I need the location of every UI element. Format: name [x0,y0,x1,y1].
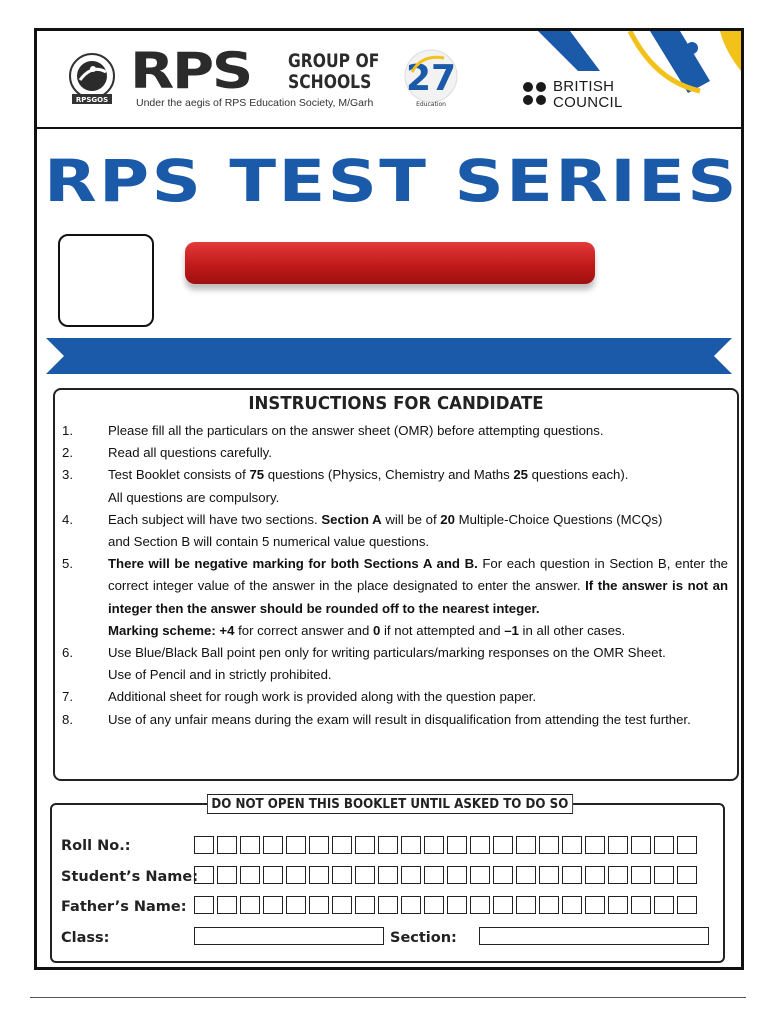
instruction-item: 5. There will be negative marking for both Sections A and B. For each question in Section B, enter the correct integer value of the answer in the place designated to enter the answer. If the answer is not an integer then the answer should be rounded off to the nearest integer. Marking scheme: +4 for correct answer and 0 if not attempted and –1 in all other cases. [62,556,729,638]
char-box[interactable] [378,866,398,884]
do-not-open-notice: DO NOT OPEN THIS BOOKLET UNTIL ASKED TO DO SO [207,794,573,814]
char-box[interactable] [240,836,260,854]
anniversary-badge-icon [402,46,460,112]
char-box[interactable] [355,836,375,854]
char-box[interactable] [562,836,582,854]
char-box[interactable] [263,896,283,914]
char-box[interactable] [194,866,214,884]
instructions-heading: INSTRUCTIONS FOR CANDIDATE [248,393,544,414]
father-name-boxes[interactable] [194,896,697,914]
char-box[interactable] [608,836,628,854]
char-box[interactable] [309,866,329,884]
instruction-item: 2. Read all questions carefully. [62,445,272,461]
brand-wordmark: RPS [130,42,251,100]
group-line-1: GROUP OF [288,50,380,72]
instruction-item: 8. Use of any unfair means during the exam will result in disqualification from attending the test further. [62,711,691,727]
char-box[interactable] [447,866,467,884]
char-box[interactable] [493,896,513,914]
char-box[interactable] [562,896,582,914]
char-box[interactable] [217,896,237,914]
char-box[interactable] [240,866,260,884]
aegis-text: Under the aegis of RPS Education Society, M/Garh [136,97,374,109]
char-box[interactable] [539,866,559,884]
char-box[interactable] [493,836,513,854]
british-line-1: BRITISH [553,78,615,95]
char-box[interactable] [378,896,398,914]
char-box[interactable] [516,866,536,884]
char-box[interactable] [263,866,283,884]
char-box[interactable] [401,836,421,854]
blue-ribbon [46,338,732,374]
group-of-schools [288,51,379,93]
char-box[interactable] [562,866,582,884]
char-box[interactable] [677,866,697,884]
char-box[interactable] [217,866,237,884]
roll-number-boxes[interactable] [194,836,697,854]
instruction-item: 1. Please fill all the particulars on the answer sheet (OMR) before attempting questions. [62,423,604,438]
char-box[interactable] [539,836,559,854]
char-box[interactable] [217,836,237,854]
char-box[interactable] [447,836,467,854]
char-box[interactable] [608,866,628,884]
rps-emblem-icon [62,50,122,108]
footer-divider [30,997,746,998]
roll-number-label: Roll No.: [61,838,131,854]
badge-caption: Education [416,101,446,108]
char-box[interactable] [309,836,329,854]
section-field[interactable] [479,927,709,945]
british-line-2: COUNCIL [553,94,623,111]
char-box[interactable] [677,896,697,914]
char-box[interactable] [470,866,490,884]
father-name-label: Father’s Name: [61,899,187,915]
student-name-boxes[interactable] [194,866,697,884]
char-box[interactable] [194,836,214,854]
instruction-item: 4. Each subject will have two sections. Section A will be of 20 Multiple-Choice Questions (MCQs) and Section B will contain 5 numerical value questions. [62,511,663,550]
char-box[interactable] [654,836,674,854]
char-box[interactable] [631,836,651,854]
char-box[interactable] [585,896,605,914]
char-box[interactable] [424,896,444,914]
char-box[interactable] [286,866,306,884]
char-box[interactable] [378,836,398,854]
char-box[interactable] [240,896,260,914]
emblem-label: RPSGOS [75,96,109,104]
british-council-logo [553,79,623,111]
class-field[interactable] [194,927,384,945]
char-box[interactable] [539,896,559,914]
char-box[interactable] [608,896,628,914]
char-box[interactable] [654,896,674,914]
char-box[interactable] [493,866,513,884]
char-box[interactable] [332,896,352,914]
char-box[interactable] [263,836,283,854]
instruction-item: 3. Test Booklet consists of 75 questions (Physics, Chemistry and Maths 25 questions each). All questions are compulsory. [62,467,629,505]
char-box[interactable] [286,836,306,854]
char-box[interactable] [332,836,352,854]
photo-box [58,234,154,327]
char-box[interactable] [585,866,605,884]
char-box[interactable] [516,836,536,854]
char-box[interactable] [631,866,651,884]
char-box[interactable] [470,896,490,914]
class-label: Class: [61,930,110,946]
instructions-list [62,420,728,731]
char-box[interactable] [447,896,467,914]
char-box[interactable] [332,866,352,884]
char-box[interactable] [654,866,674,884]
char-box[interactable] [631,896,651,914]
char-box[interactable] [401,866,421,884]
char-box[interactable] [677,836,697,854]
char-box[interactable] [585,836,605,854]
badge-number: 27 [405,58,457,99]
char-box[interactable] [401,896,421,914]
char-box[interactable] [355,866,375,884]
group-line-2: SCHOOLS [288,71,372,93]
char-box[interactable] [194,896,214,914]
char-box[interactable] [470,836,490,854]
instruction-item: 7. Additional sheet for rough work is provided along with the question paper. [62,689,537,705]
char-box[interactable] [309,896,329,914]
british-council-dots-icon [522,81,548,107]
test-series-title: RPS TEST SERIES [44,147,739,215]
char-box[interactable] [424,866,444,884]
char-box[interactable] [355,896,375,914]
char-box[interactable] [424,836,444,854]
instruction-item: 6. Use Blue/Black Ball point pen only for writing particulars/marking responses on the OMR Sheet. Use of Pencil and in strictly prohibited. [62,645,666,683]
section-label: Section: [390,930,457,946]
red-banner [185,242,595,284]
student-name-label: Student’s Name: [61,869,199,885]
char-box[interactable] [286,896,306,914]
char-box[interactable] [516,896,536,914]
